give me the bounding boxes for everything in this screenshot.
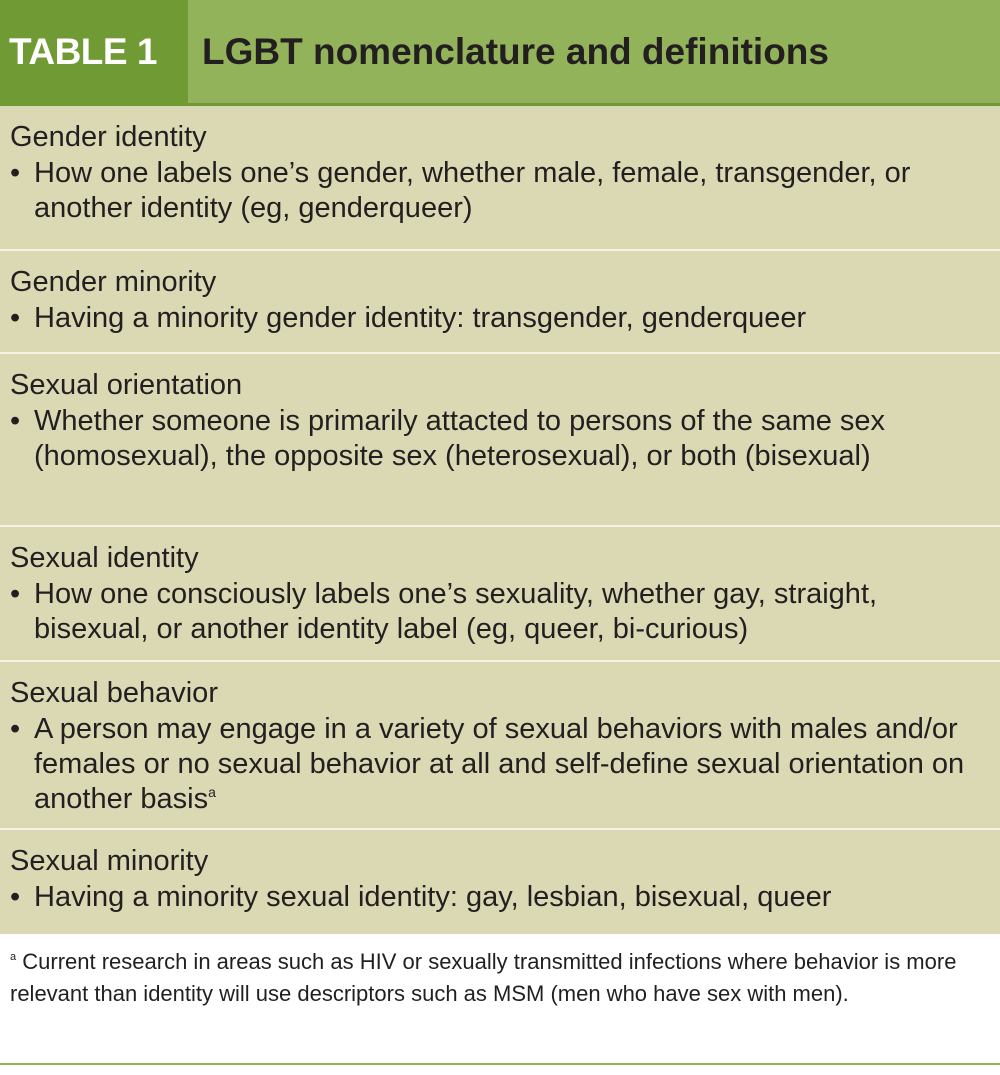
definition-text: Whether someone is primarily attacted to persons of the same sex (homosexual), the opposite sex (heterosexual), or both (bisexual) [34,405,886,472]
bullet-icon: • [10,302,21,334]
row-term: Sexual orientation [10,369,243,401]
footnote-mark: a [10,951,17,963]
row-definition [10,712,990,817]
table-header [0,0,1000,103]
definition-text: How one consciously labels one’s sexuality, whether gay, straight, bisexual, or another identity label (eg, queer, bi-curious) [34,578,878,645]
table-footnote [0,934,1000,1063]
bullet-icon: • [10,405,21,437]
table-row [0,830,1000,934]
row-term: Sexual identity [10,542,199,574]
definition-text: A person may engage in a variety of sexual behaviors with males and/or females or no sexual behavior at all and self-define sexual orientation on another basis [34,713,965,815]
bullet-icon: • [10,713,21,745]
table-row [0,662,1000,830]
row-definition [10,577,990,647]
row-definition [10,404,990,474]
definition-text: Having a minority sexual identity: gay, lesbian, bisexual, queer [34,881,832,913]
table-body [0,106,1000,934]
row-term: Sexual behavior [10,677,218,709]
row-definition [10,301,990,336]
definition-text: How one labels one’s gender, whether male, female, transgender, or another identity (eg, genderqueer) [34,157,911,224]
bullet-icon: • [10,881,21,913]
row-definition [10,156,990,226]
row-term: Gender identity [10,121,207,153]
table-row [0,354,1000,527]
table-row [0,527,1000,662]
table-row [0,106,1000,251]
row-term: Gender minority [10,266,217,298]
table-row [0,251,1000,354]
bullet-icon: • [10,157,21,189]
row-definition [10,880,990,915]
footnote-mark: a [208,784,216,800]
bottom-rule [0,1063,1000,1065]
footnote-text: Current research in areas such as HIV or sexually transmitted infections where behavior is more relevant than identity will use descriptors such as MSM (men who have sex with men). [10,949,957,1006]
bullet-icon: • [10,578,21,610]
definition-text: Having a minority gender identity: transgender, genderqueer [34,302,807,334]
table-label: TABLE 1 [0,0,188,103]
table-title: LGBT nomenclature and definitions [188,0,1000,103]
row-term: Sexual minority [10,845,209,877]
